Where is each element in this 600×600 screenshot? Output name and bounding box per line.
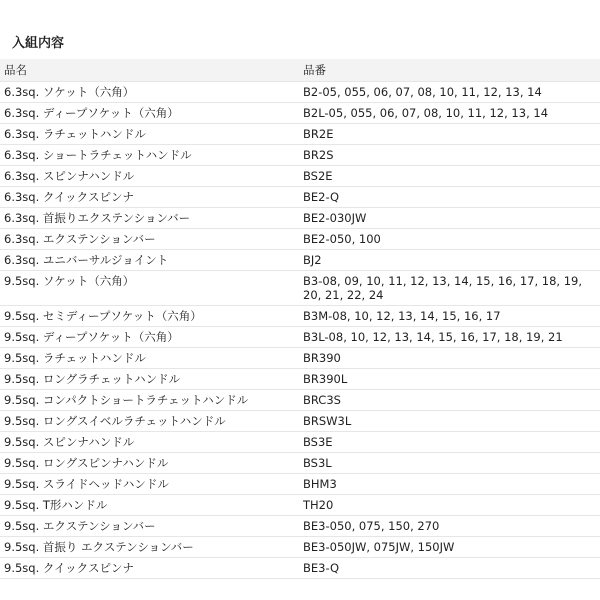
part-number-cell: B2-05, 055, 06, 07, 08, 10, 11, 12, 13, 14 bbox=[303, 82, 600, 103]
table-row bbox=[0, 390, 600, 411]
part-number-cell: BS3E bbox=[303, 432, 600, 453]
product-name-cell: 6.3sq. クイックスピンナ bbox=[0, 187, 303, 208]
part-number-cell: BRC3S bbox=[303, 390, 600, 411]
product-name-cell: 9.5sq. 首振り エクステンションバー bbox=[0, 537, 303, 558]
section-title: 入組内容 bbox=[12, 36, 65, 51]
product-name-cell: 6.3sq. ラチェットハンドル bbox=[0, 124, 303, 145]
table-row bbox=[0, 495, 600, 516]
header-part-number: 品番 bbox=[303, 59, 600, 82]
part-number-cell: BR2E bbox=[303, 124, 600, 145]
product-name-cell: 9.5sq. スライドヘッドハンドル bbox=[0, 474, 303, 495]
part-number-cell: BE2-Q bbox=[303, 187, 600, 208]
product-name-cell: 9.5sq. クイックスピンナ bbox=[0, 558, 303, 579]
part-number-cell: BJ2 bbox=[303, 250, 600, 271]
header-product-name: 品名 bbox=[0, 59, 303, 82]
table-row bbox=[0, 166, 600, 187]
table-row bbox=[0, 306, 600, 327]
product-name-cell: 9.5sq. スピンナハンドル bbox=[0, 432, 303, 453]
table-row bbox=[0, 82, 600, 103]
part-number-cell: BHM3 bbox=[303, 474, 600, 495]
product-name-cell: 9.5sq. ディープソケット（六角） bbox=[0, 327, 303, 348]
contents-table bbox=[0, 59, 600, 579]
table-row bbox=[0, 187, 600, 208]
part-number-cell: B2L-05, 055, 06, 07, 08, 10, 11, 12, 13, 14 bbox=[303, 103, 600, 124]
product-name-cell: 9.5sq. ロングラチェットハンドル bbox=[0, 369, 303, 390]
product-name-cell: 9.5sq. エクステンションバー bbox=[0, 516, 303, 537]
product-name-cell: 6.3sq. スピンナハンドル bbox=[0, 166, 303, 187]
part-number-cell: BE3-Q bbox=[303, 558, 600, 579]
part-number-cell: B3L-08, 10, 12, 13, 14, 15, 16, 17, 18, 19, 21 bbox=[303, 327, 600, 348]
table-row bbox=[0, 474, 600, 495]
part-number-cell: BE3-050, 075, 150, 270 bbox=[303, 516, 600, 537]
part-number-cell: BR2S bbox=[303, 145, 600, 166]
part-number-cell: BE2-050, 100 bbox=[303, 229, 600, 250]
part-number-cell: BE2-030JW bbox=[303, 208, 600, 229]
table-row bbox=[0, 208, 600, 229]
part-number-cell: BR390L bbox=[303, 369, 600, 390]
part-number-cell: BRSW3L bbox=[303, 411, 600, 432]
table-row bbox=[0, 432, 600, 453]
table-row bbox=[0, 516, 600, 537]
table-row bbox=[0, 103, 600, 124]
part-number-cell: BS2E bbox=[303, 166, 600, 187]
product-name-cell: 6.3sq. ディープソケット（六角） bbox=[0, 103, 303, 124]
table-row bbox=[0, 271, 600, 306]
product-name-cell: 9.5sq. ロングスイベルラチェットハンドル bbox=[0, 411, 303, 432]
table-row bbox=[0, 145, 600, 166]
product-name-cell: 9.5sq. ソケット（六角） bbox=[0, 271, 303, 306]
product-name-cell: 9.5sq. ロングスピンナハンドル bbox=[0, 453, 303, 474]
table-row bbox=[0, 250, 600, 271]
product-name-cell: 9.5sq. T形ハンドル bbox=[0, 495, 303, 516]
product-name-cell: 9.5sq. コンパクトショートラチェットハンドル bbox=[0, 390, 303, 411]
product-name-cell: 9.5sq. ラチェットハンドル bbox=[0, 348, 303, 369]
part-number-cell: B3-08, 09, 10, 11, 12, 13, 14, 15, 16, 17, 18, 19, 20, 21, 22, 24 bbox=[303, 271, 600, 306]
table-row bbox=[0, 327, 600, 348]
part-number-cell: BR390 bbox=[303, 348, 600, 369]
table-header-row bbox=[0, 59, 600, 82]
part-number-cell: BS3L bbox=[303, 453, 600, 474]
table-row bbox=[0, 411, 600, 432]
part-number-cell: B3M-08, 10, 12, 13, 14, 15, 16, 17 bbox=[303, 306, 600, 327]
part-number-cell: TH20 bbox=[303, 495, 600, 516]
part-number-cell: BE3-050JW, 075JW, 150JW bbox=[303, 537, 600, 558]
product-name-cell: 6.3sq. エクステンションバー bbox=[0, 229, 303, 250]
product-name-cell: 6.3sq. ソケット（六角） bbox=[0, 82, 303, 103]
product-name-cell: 9.5sq. セミディープソケット（六角） bbox=[0, 306, 303, 327]
table-row bbox=[0, 537, 600, 558]
table-row bbox=[0, 369, 600, 390]
table-row bbox=[0, 453, 600, 474]
product-name-cell: 6.3sq. 首振りエクステンションバー bbox=[0, 208, 303, 229]
table-body bbox=[0, 82, 600, 579]
product-name-cell: 6.3sq. ショートラチェットハンドル bbox=[0, 145, 303, 166]
table-row bbox=[0, 348, 600, 369]
table-row bbox=[0, 124, 600, 145]
table-row bbox=[0, 229, 600, 250]
product-name-cell: 6.3sq. ユニバーサルジョイント bbox=[0, 250, 303, 271]
table-row bbox=[0, 558, 600, 579]
